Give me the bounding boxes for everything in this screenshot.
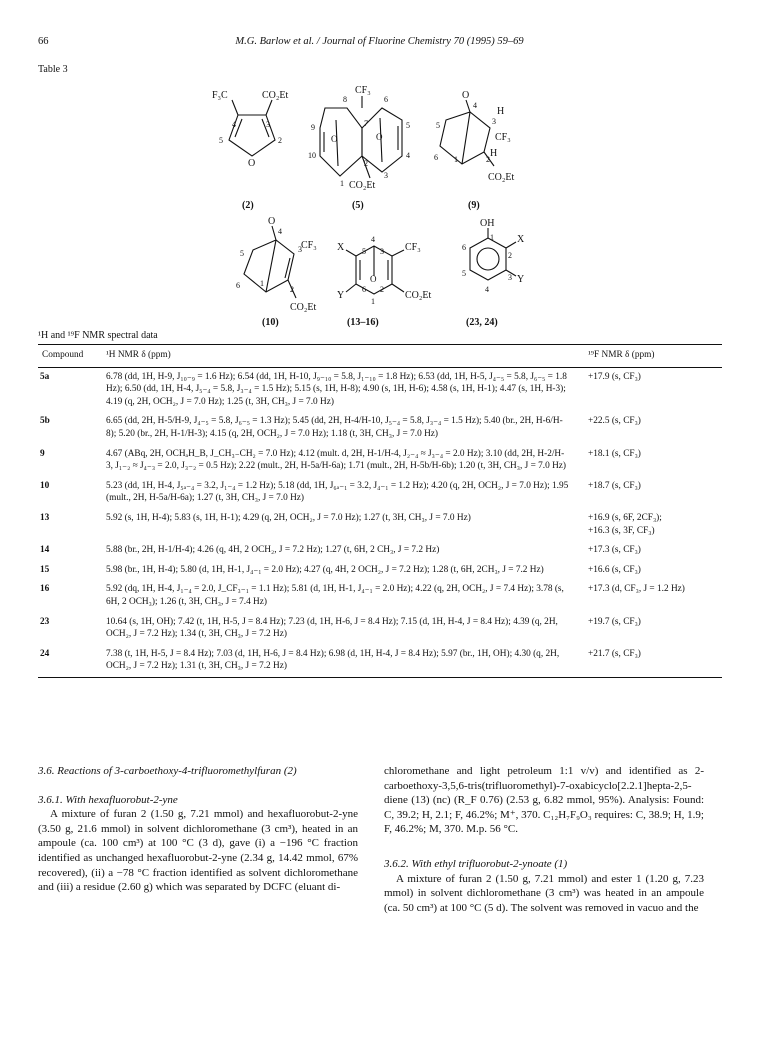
table-row <box>38 509 722 541</box>
svg-text:5: 5 <box>219 136 223 145</box>
svg-text:X: X <box>337 242 345 253</box>
table-caption: ¹H and ¹⁹F NMR spectral data <box>38 330 158 341</box>
structure-label: (23, 24) <box>466 317 498 328</box>
svg-text:6: 6 <box>384 95 388 104</box>
subsection-heading: 3.6.1. With hexafluorobut-2-yne <box>38 793 178 806</box>
compound-cell: 16 <box>40 584 50 595</box>
running-title: M.G. Barlow et al. / Journal of Fluorine Chemistry 70 (1995) 59–69 <box>235 36 524 47</box>
body-paragraph: A mixture of furan 2 (1.50 g, 7.21 mmol) and hexafluorobut-2-yne (3.50 g, 21.6 mmol) in solvent dichloromethane (3 cm³), heated in an ampoule (ca. 100 cm³) at 100 °C (3 d), gave (i) a −196 °C fraction identified as unchanged hexafluorobut-2-yne (2.34 g, 14.42 mmol, 67% recovered), (ii) a −78 °C fraction identified as solvent dichloromethane and (iii) a residue (2.60 g) which was separated by DCFC (eluant di- <box>38 808 358 894</box>
svg-text:OH: OH <box>480 218 495 229</box>
svg-text:6: 6 <box>462 243 466 252</box>
page-number: 66 <box>38 36 49 47</box>
svg-text:Y: Y <box>337 290 345 301</box>
svg-text:3: 3 <box>508 273 512 282</box>
compound-cell: 15 <box>40 564 50 575</box>
structure-label: (2) <box>242 200 254 211</box>
structure-phenol-23-24 <box>462 218 525 294</box>
f-nmr-cell: +19.7 (s, CF₃) <box>588 616 641 627</box>
structure-furan-2 <box>212 90 288 169</box>
svg-text:2: 2 <box>508 251 512 260</box>
compound-cell: 14 <box>40 545 50 556</box>
svg-text:5: 5 <box>436 121 440 130</box>
svg-text:CO₂Et: CO₂Et <box>405 290 432 301</box>
table-row <box>38 367 722 412</box>
f-nmr-cell: +18.7 (s, CF₃) <box>588 480 641 491</box>
svg-text:4: 4 <box>485 285 489 294</box>
svg-text:8: 8 <box>343 95 347 104</box>
text-column-left <box>38 764 358 895</box>
svg-text:3: 3 <box>266 120 270 129</box>
f-nmr-cell: +17.3 (d, CF₃, J = 1.2 Hz) <box>588 584 685 595</box>
h-nmr-cell: 5.92 (dq, 1H, H-4, J₁₋₄ = 2.0, J_CF₃₋₁ = 1.1 Hz); 5.81 (d, 1H, H-1, J₄₋₁ = 2.0 Hz); 4.22 (q, 2H, OCH₂, J = 7.4 Hz); 3.78 (s, 6H, 2 OCH₃); 1.26 (t, 3H, CH₃, J = 7.4 Hz) <box>106 584 564 607</box>
svg-text:5: 5 <box>462 269 466 278</box>
table-row <box>38 412 722 444</box>
f-nmr-cell: +18.1 (s, CF₃) <box>588 448 641 459</box>
svg-text:O: O <box>462 90 470 101</box>
svg-text:O: O <box>248 158 256 169</box>
subsection-heading: 3.6.2. With ethyl trifluorobut-2-ynoate (1) <box>384 857 568 870</box>
structure-label: (9) <box>468 200 480 211</box>
column-header-compound: Compound <box>42 350 84 360</box>
h-nmr-cell: 10.64 (s, 1H, OH); 7.42 (t, 1H, H-5, J = 8.4 Hz); 7.23 (d, 1H, H-6, J = 8.4 Hz); 7.15 (d, 1H, H-4, J = 8.4 Hz); 4.39 (q, 2H, OCH₂, J = 7.2 Hz); 1.34 (t, 3H, CH₃, J = 7.2 Hz) <box>106 616 558 640</box>
table-row <box>38 477 722 509</box>
table-row <box>38 580 722 612</box>
h-nmr-cell: 4.67 (ABq, 2H, OCHₐH_B, J_CH₃₋CH₂ = 7.0 Hz); 4.12 (mult. d, 2H, H-1/H-4, J₂₋₄ ≈ J₃₋₄ = 2.0 Hz); 3.10 (dd, 2H, H-2/H-3, J₁₋₂ ≈ J₄₋₃ = 2.0, J₃₋₂ = 0.5 Hz); 2.22 (mult., 2H, H-5a/H-6a); 1.71 (mult., 2H, H-5b/H-6b); 1.20 (t, 3H, CH₃, J = 7.0 Hz) <box>106 448 567 472</box>
svg-text:3: 3 <box>380 247 384 256</box>
column-header-h-nmr: ¹H NMR δ (ppm) <box>106 350 171 360</box>
compound-cell: 10 <box>40 480 50 491</box>
structure-label: (13–16) <box>347 317 379 328</box>
table-row <box>38 541 722 561</box>
svg-text:5: 5 <box>240 249 244 258</box>
svg-text:4: 4 <box>232 120 236 129</box>
table-row <box>38 645 722 678</box>
svg-text:O: O <box>331 134 338 144</box>
svg-text:7: 7 <box>364 119 368 128</box>
svg-text:CF₃: CF₃ <box>405 242 421 253</box>
f-nmr-cell: +17.3 (s, CF₃) <box>588 545 641 556</box>
svg-text:CO₂Et: CO₂Et <box>290 302 317 313</box>
svg-text:5: 5 <box>406 121 410 130</box>
svg-text:H: H <box>497 106 505 117</box>
structure-label: (5) <box>352 200 364 211</box>
svg-text:1: 1 <box>371 297 375 306</box>
svg-text:CO₂Et: CO₂Et <box>349 180 376 191</box>
svg-text:CF₃: CF₃ <box>495 132 511 143</box>
svg-text:6: 6 <box>362 285 366 294</box>
svg-text:4: 4 <box>473 101 477 110</box>
svg-text:2: 2 <box>278 136 282 145</box>
svg-text:6: 6 <box>236 281 240 290</box>
svg-text:Y: Y <box>517 274 525 285</box>
f-nmr-cell: +16.9 (s, 6F, 2CF₃); +16.3 (s, 3F, CF₃) <box>588 512 662 536</box>
svg-text:3: 3 <box>298 245 302 254</box>
svg-text:1: 1 <box>454 155 458 164</box>
h-nmr-cell: 6.78 (dd, 1H, H-9, J₁₀₋₉ = 1.6 Hz); 6.54 (dd, 1H, H-10, J₉₋₁₀ = 5.8, J₁₋₁₀ = 1.8 Hz); 6.53 (dd, 1H, H-5, J₄₋₅ = 5.8, J₆₋₅ = 1.8 Hz); 6.50 (dd, 1H, H-4, J₅₋₄ = 5.8, J₃₋₄ = 1.5 Hz); 5.15 (s, 1H, H-8); 4.90 (s, 1H, H-6); 4.58 (s, 1H, H-1); 4.47 (s, 1H, H-3); 4.19 (q, 2H, OCH₂, J = 7.0 Hz); 1.25 (t, 3H, CH₃, J = 7.0 Hz) <box>106 371 567 407</box>
body-paragraph: A mixture of furan 2 (1.50 g, 7.21 mmol) and ester 1 (1.20 g, 7.23 mmol) in solvent dichloromethane (3 cm³) was heated in an ampoule (ca. 50 cm³) at 100 °C (5 d). The solvent was removed in vacuo and the <box>384 872 704 914</box>
structure-bicycle-9 <box>434 90 514 183</box>
h-nmr-cell: 5.23 (dd, 1H, H-4, J₅ₐ₋₄ = 3.2, J₁₋₄ = 1.2 Hz); 5.18 (dd, 1H, J₆ₐ₋₁ = 3.2, J₄₋₁ = 1.2 Hz); 4.20 (q, 2H, OCH₂, J = 7.0 Hz); 1.95 (mult., 2H, H-5a/H-6a); 1.27 (t, 3H, CH₃, J = 7.0 Hz) <box>106 480 569 504</box>
table-row <box>38 561 722 581</box>
svg-text:4: 4 <box>278 227 282 236</box>
svg-text:F₃C: F₃C <box>212 90 228 101</box>
svg-text:CF₃: CF₃ <box>355 85 371 96</box>
svg-text:CO₂Et: CO₂Et <box>488 172 515 183</box>
svg-text:O: O <box>376 132 383 142</box>
table-header-row <box>38 345 722 368</box>
svg-text:H: H <box>490 148 498 159</box>
table-label: Table 3 <box>38 64 68 75</box>
svg-text:10: 10 <box>308 151 316 160</box>
section-heading: 3.6. Reactions of 3-carboethoxy-4-trifluoromethylfuran (2) <box>38 765 297 777</box>
h-nmr-cell: 5.98 (br., 1H, H-4); 5.80 (d, 1H, H-1, J₄₋₁ = 2.0 Hz); 4.27 (q, 4H, 2 OCH₂, J = 7.2 Hz); 1.28 (t, 6H, 2CH₃, J = 7.2 Hz) <box>106 564 544 575</box>
svg-text:3: 3 <box>492 117 496 126</box>
svg-text:1: 1 <box>260 279 264 288</box>
chemical-structures <box>0 80 759 330</box>
compound-cell: 23 <box>40 616 50 627</box>
svg-text:6: 6 <box>434 153 438 162</box>
compound-cell: 5b <box>40 416 50 427</box>
svg-text:2: 2 <box>290 285 294 294</box>
svg-text:1: 1 <box>490 233 494 242</box>
f-nmr-cell: +17.9 (s, CF₃) <box>588 371 641 382</box>
structure-bicycle-10 <box>236 216 317 313</box>
nmr-data-table <box>38 344 722 678</box>
compound-cell: 5a <box>40 371 50 382</box>
svg-text:9: 9 <box>311 123 315 132</box>
svg-text:O: O <box>370 274 377 284</box>
compound-cell: 9 <box>40 448 45 459</box>
svg-text:2: 2 <box>486 155 490 164</box>
svg-text:X: X <box>517 234 525 245</box>
structure-drawings <box>0 80 759 330</box>
compound-cell: 13 <box>40 512 50 523</box>
svg-text:1: 1 <box>340 179 344 188</box>
svg-text:2: 2 <box>380 285 384 294</box>
svg-text:CO₂Et: CO₂Et <box>262 90 289 101</box>
table-row <box>38 445 722 477</box>
svg-text:3: 3 <box>384 171 388 180</box>
compound-cell: 24 <box>40 648 50 659</box>
svg-text:4: 4 <box>371 235 375 244</box>
structure-label: (10) <box>262 317 279 328</box>
h-nmr-cell: 6.65 (dd, 2H, H-5/H-9, J₄₋₅ = 5.8, J₆₋₅ = 1.3 Hz); 5.45 (dd, 2H, H-4/H-10, J₅₋₄ = 5.8, J₃₋₄ = 1.5 Hz); 5.40 (br., 2H, H-6/H-8); 5.20 (br., 2H, H-1/H-3); 4.15 (q, 2H, OCH₂, J = 7.0 Hz); 1.18 (t, 3H, CH₃, J = 7.0 Hz) <box>106 416 563 439</box>
h-nmr-cell: 5.88 (br., 2H, H-1/H-4); 4.26 (q, 4H, 2 OCH₂, J = 7.2 Hz); 1.27 (t, 6H, 2 CH₃, J = 7.2 Hz) <box>106 545 440 556</box>
structure-adduct-5 <box>308 85 410 191</box>
f-nmr-cell: +21.7 (s, CF₃) <box>588 648 641 659</box>
svg-text:4: 4 <box>406 151 410 160</box>
body-paragraph: chloromethane and light petroleum 1:1 v/v) and identified as 2-carboethoxy-3,5,6-tris(trifluoromethyl)-7-oxabicyclo[2.2.1]hepta-2,5-diene (13) (nc) (R_F 0.76) (2.53 g, 6.82 mmol, 95%). Analysis: Found: C, 39.2; H, 2.1; F, 46.2%; M⁺, 370. C₁₂H₇F₉O₃ requires: C, 38.9; H, 1.9; F, 46.2%; M, 370. M.p. 56 °C. <box>384 765 704 836</box>
column-header-f-nmr: ¹⁹F NMR δ (ppm) <box>588 350 655 360</box>
h-nmr-cell: 5.92 (s, 1H, H-4); 5.83 (s, 1H, H-1); 4.29 (q, 2H, OCH₂, J = 7.0 Hz); 1.27 (t, 3H, CH₃, J = 7.0 Hz) <box>106 512 471 523</box>
h-nmr-cell: 7.38 (t, 1H, H-5, J = 8.4 Hz); 7.03 (d, 1H, H-6, J = 8.4 Hz); 6.98 (d, 1H, H-4, J = 8.4 Hz); 5.97 (br., 1H, OH); 4.30 (q, 2H, OCH₂, J = 7.2 Hz); 1.31 (t, 3H, CH₃, J = 7.2 Hz) <box>106 648 560 672</box>
table-row <box>38 613 722 645</box>
svg-text:CF₃: CF₃ <box>301 240 317 251</box>
text-column-right <box>384 764 704 915</box>
f-nmr-cell: +16.6 (s, CF₃) <box>588 564 641 575</box>
svg-text:2: 2 <box>364 159 368 168</box>
svg-text:5: 5 <box>362 247 366 256</box>
structure-diene-13-16 <box>337 235 431 306</box>
svg-text:O: O <box>268 216 276 227</box>
f-nmr-cell: +22.5 (s, CF₃) <box>588 416 641 427</box>
